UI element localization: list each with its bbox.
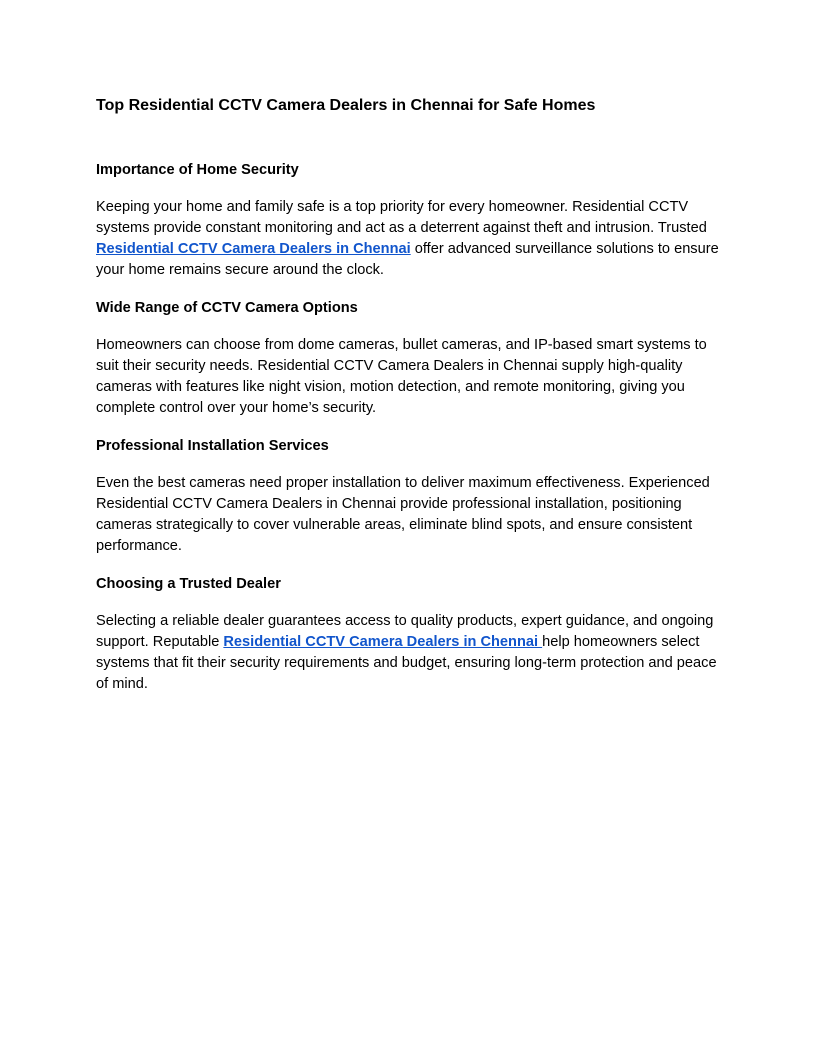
section-paragraph	[96, 197, 722, 281]
section-paragraph: Homeowners can choose from dome cameras, bullet cameras, and IP-based smart systems to suit their security needs. Residential CCTV Camera Dealers in Chennai supply high-quality cameras with features like night vision, motion detection, and remote monitoring, giving you complete control over your home’s security.	[96, 337, 707, 416]
section-paragraph	[96, 611, 722, 695]
section-choosing-trusted-dealer	[96, 574, 722, 695]
section-heading: Importance of Home Security	[96, 162, 299, 178]
section-professional-installation	[96, 436, 722, 557]
section-wide-range-of-options	[96, 298, 722, 419]
paragraph-text: Selecting a reliable dealer guarantees access to quality products, expert guidance, and ongoing support. Reputable	[96, 613, 714, 650]
paragraph-text: offer advanced surveillance solutions to ensure your home remains secure around the clock.	[96, 241, 719, 278]
dealers-link[interactable]: Residential CCTV Camera Dealers in Chennai	[223, 634, 543, 650]
paragraph-text: help homeowners select systems that fit their security requirements and budget, ensuring long-term protection and peace of mind.	[96, 634, 717, 692]
document-page	[96, 96, 722, 695]
section-paragraph: Even the best cameras need proper installation to deliver maximum effectiveness. Experienced Residential CCTV Camera Dealers in Chennai provide professional installation, positioning cameras strategically to cover vulnerable areas, eliminate blind spots, and ensure consistent performance.	[96, 475, 710, 554]
section-heading: Wide Range of CCTV Camera Options	[96, 300, 358, 316]
page-title: Top Residential CCTV Camera Dealers in Chennai for Safe Homes	[96, 97, 596, 114]
paragraph-text: Keeping your home and family safe is a top priority for every homeowner. Residential CCTV systems provide constant monitoring and act as a deterrent against theft and intrusion. Trusted	[96, 199, 707, 236]
section-heading: Choosing a Trusted Dealer	[96, 576, 281, 592]
section-importance-of-home-security	[96, 160, 722, 281]
section-heading: Professional Installation Services	[96, 438, 329, 454]
dealers-link[interactable]: Residential CCTV Camera Dealers in Chennai	[96, 241, 411, 257]
